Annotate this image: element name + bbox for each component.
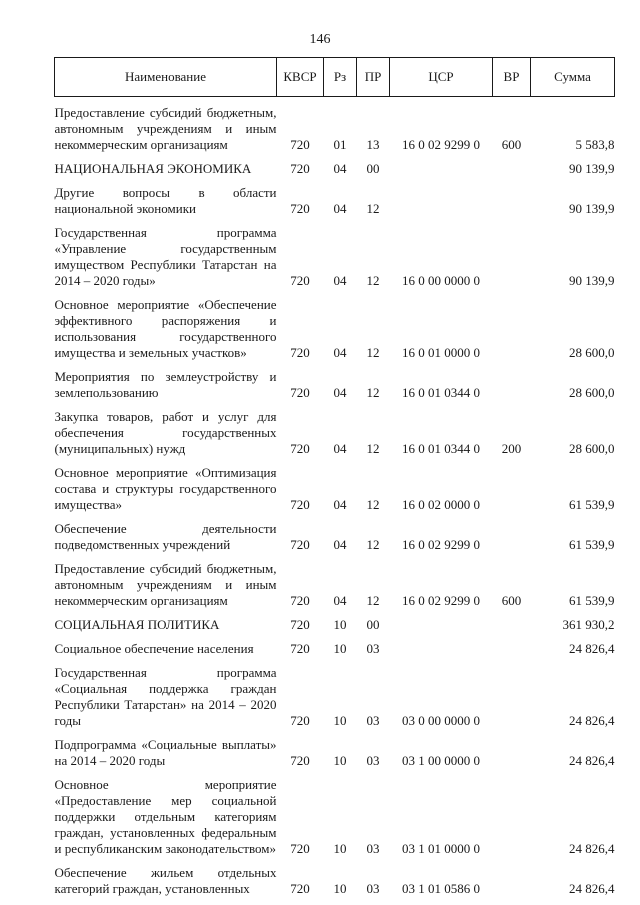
table-row — [55, 225, 615, 289]
cell-csr: 16 0 01 0000 0 — [402, 345, 480, 360]
row-spacer — [55, 857, 615, 865]
cell-vr — [493, 737, 531, 769]
cell-name: Основное мероприятие «Предоставление мер социальной поддержки отдельным категориям граждан, установленных федеральным и республиканским законодательством» — [54, 777, 277, 856]
cell-pr: 03 — [366, 713, 380, 728]
row-spacer-cell — [55, 217, 615, 225]
row-spacer — [55, 513, 615, 521]
cell-sum: 28 600,0 — [569, 385, 615, 400]
cell-vr — [493, 617, 531, 633]
table-row — [55, 777, 615, 857]
row-spacer — [55, 153, 615, 161]
header-name: Наименование — [55, 58, 277, 97]
cell-vr: 600 — [501, 593, 522, 608]
cell-rz: 01 — [333, 137, 347, 152]
cell-sum: 361 930,2 — [562, 617, 615, 632]
cell-pr: 12 — [366, 385, 380, 400]
cell-sum: 61 539,9 — [569, 497, 615, 512]
cell-csr: 03 1 01 0000 0 — [402, 841, 480, 856]
cell-sum: 24 826,4 — [569, 641, 615, 656]
row-spacer-cell — [55, 633, 615, 641]
cell-vr — [493, 225, 531, 289]
cell-kvsr: 720 — [290, 617, 310, 632]
row-spacer — [55, 729, 615, 737]
table-body — [55, 97, 615, 898]
cell-csr: 16 0 00 0000 0 — [402, 273, 480, 288]
table-row — [55, 161, 615, 177]
cell-kvsr: 720 — [290, 497, 310, 512]
cell-rz: 04 — [333, 593, 347, 608]
table-row — [55, 297, 615, 361]
cell-name: Государственная программа «Социальная поддержка граждан Республики Татарстан» на 2014 – 2020 годы — [54, 665, 277, 728]
cell-csr: 03 0 00 0000 0 — [402, 713, 480, 728]
cell-csr: 03 1 00 0000 0 — [402, 753, 480, 768]
row-spacer-cell — [55, 457, 615, 465]
row-spacer-cell — [55, 729, 615, 737]
table-row — [55, 369, 615, 401]
table-row — [55, 465, 615, 513]
cell-name: Закупка товаров, работ и услуг для обеспечения государственных (муниципальных) нужд — [54, 409, 277, 456]
cell-pr: 12 — [366, 537, 380, 552]
cell-csr — [390, 641, 493, 657]
row-spacer-cell — [55, 657, 615, 665]
row-spacer — [55, 401, 615, 409]
table-row — [55, 521, 615, 553]
table-row — [55, 185, 615, 217]
cell-kvsr: 720 — [290, 593, 310, 608]
cell-vr — [493, 465, 531, 513]
cell-sum: 90 139,9 — [569, 201, 615, 216]
cell-vr — [493, 185, 531, 217]
cell-vr — [493, 865, 531, 897]
cell-pr: 12 — [366, 201, 380, 216]
cell-pr: 03 — [366, 753, 380, 768]
cell-name: Государственная программа «Управление государственным имуществом Республики Татарстан на 2014 – 2020 годы» — [54, 225, 277, 288]
table-header-row — [55, 58, 615, 97]
cell-name: Предоставление субсидий бюджетным, автономным учреждениям и иным некоммерческим организациям — [54, 105, 277, 152]
table-row — [55, 105, 615, 153]
row-spacer-cell — [55, 289, 615, 297]
cell-csr: 16 0 02 9299 0 — [402, 137, 480, 152]
cell-csr: 16 0 01 0344 0 — [402, 385, 480, 400]
header-rz: Рз — [324, 58, 357, 97]
row-spacer — [55, 457, 615, 465]
cell-pr: 13 — [366, 137, 380, 152]
cell-sum: 90 139,9 — [569, 273, 615, 288]
cell-rz: 04 — [333, 345, 347, 360]
cell-rz: 04 — [333, 497, 347, 512]
cell-name: Основное мероприятие «Оптимизация состава и структуры государственного имущества» — [54, 465, 277, 512]
cell-kvsr: 720 — [290, 345, 310, 360]
cell-sum: 61 539,9 — [569, 537, 615, 552]
cell-vr — [493, 641, 531, 657]
table-row — [55, 665, 615, 729]
cell-vr: 600 — [501, 137, 522, 152]
row-spacer — [55, 609, 615, 617]
cell-sum: 28 600,0 — [569, 441, 615, 456]
cell-name: Предоставление субсидий бюджетным, автономным учреждениям и иным некоммерческим организациям — [54, 561, 277, 608]
row-spacer — [55, 361, 615, 369]
row-spacer-cell — [55, 553, 615, 561]
cell-csr — [390, 185, 493, 217]
cell-pr: 12 — [366, 345, 380, 360]
cell-rz: 04 — [333, 201, 347, 216]
cell-rz: 04 — [333, 441, 347, 456]
row-spacer-cell — [55, 609, 615, 617]
header-sum: Сумма — [531, 58, 615, 97]
header-pr: ПР — [357, 58, 390, 97]
cell-csr: 16 0 01 0344 0 — [402, 441, 480, 456]
cell-kvsr: 720 — [290, 273, 310, 288]
header-csr: ЦСР — [390, 58, 493, 97]
cell-kvsr: 720 — [290, 161, 310, 176]
header-vr: ВР — [493, 58, 531, 97]
cell-sum: 24 826,4 — [569, 841, 615, 856]
cell-pr: 03 — [366, 881, 380, 896]
cell-kvsr: 720 — [290, 881, 310, 896]
cell-sum: 5 583,8 — [575, 137, 615, 152]
cell-kvsr: 720 — [290, 137, 310, 152]
table-row — [55, 617, 615, 633]
row-spacer — [55, 657, 615, 665]
cell-name: НАЦИОНАЛЬНАЯ ЭКОНОМИКА — [54, 161, 252, 176]
cell-pr: 12 — [366, 593, 380, 608]
cell-rz: 04 — [333, 161, 347, 176]
header-kvsr: КВСР — [277, 58, 324, 97]
cell-kvsr: 720 — [290, 841, 310, 856]
cell-vr — [493, 665, 531, 729]
cell-sum: 24 826,4 — [569, 753, 615, 768]
cell-pr: 12 — [366, 497, 380, 512]
table-row — [55, 865, 615, 897]
cell-csr: 16 0 02 0000 0 — [402, 497, 480, 512]
cell-name: Обеспечение жильем отдельных категорий граждан, установленных — [54, 865, 277, 896]
cell-sum: 28 600,0 — [569, 345, 615, 360]
cell-vr — [493, 369, 531, 401]
cell-csr: 16 0 02 9299 0 — [402, 537, 480, 552]
row-spacer — [55, 769, 615, 777]
cell-kvsr: 720 — [290, 753, 310, 768]
row-spacer-cell — [55, 153, 615, 161]
cell-pr: 12 — [366, 273, 380, 288]
table-row — [55, 641, 615, 657]
cell-rz: 10 — [333, 841, 347, 856]
cell-name: Основное мероприятие «Обеспечение эффективного распоряжения и использования государственного имущества и земельных участков» — [54, 297, 277, 360]
budget-table — [54, 57, 615, 897]
cell-rz: 10 — [333, 617, 347, 632]
row-spacer-cell — [55, 97, 615, 106]
table-row — [55, 561, 615, 609]
cell-vr — [493, 777, 531, 857]
cell-kvsr: 720 — [290, 441, 310, 456]
row-spacer — [55, 633, 615, 641]
table-row — [55, 409, 615, 457]
cell-rz: 10 — [333, 641, 347, 656]
cell-rz: 04 — [333, 537, 347, 552]
cell-pr: 03 — [366, 841, 380, 856]
cell-vr — [493, 521, 531, 553]
cell-kvsr: 720 — [290, 713, 310, 728]
row-spacer-cell — [55, 401, 615, 409]
cell-pr: 12 — [366, 441, 380, 456]
cell-rz: 10 — [333, 713, 347, 728]
cell-kvsr: 720 — [290, 201, 310, 216]
row-spacer — [55, 289, 615, 297]
cell-vr: 200 — [501, 441, 522, 456]
cell-kvsr: 720 — [290, 537, 310, 552]
cell-sum: 24 826,4 — [569, 881, 615, 896]
row-spacer — [55, 217, 615, 225]
cell-rz: 04 — [333, 273, 347, 288]
row-spacer — [55, 97, 615, 106]
cell-pr: 00 — [366, 617, 380, 632]
row-spacer-cell — [55, 177, 615, 185]
row-spacer-cell — [55, 361, 615, 369]
row-spacer-cell — [55, 857, 615, 865]
cell-name: Подпрограмма «Социальные выплаты» на 2014 – 2020 годы — [54, 737, 277, 768]
cell-vr — [493, 297, 531, 361]
row-spacer-cell — [55, 513, 615, 521]
cell-sum: 61 539,9 — [569, 593, 615, 608]
cell-pr: 00 — [366, 161, 380, 176]
cell-kvsr: 720 — [290, 385, 310, 400]
cell-pr: 03 — [366, 641, 380, 656]
cell-name: Мероприятия по землеустройству и землепользованию — [54, 369, 277, 400]
cell-rz: 10 — [333, 753, 347, 768]
cell-vr — [493, 161, 531, 177]
page-number: 146 — [309, 32, 331, 47]
cell-name: СОЦИАЛЬНАЯ ПОЛИТИКА — [54, 617, 220, 632]
cell-rz: 10 — [333, 881, 347, 896]
row-spacer — [55, 177, 615, 185]
row-spacer — [55, 553, 615, 561]
cell-sum: 90 139,9 — [569, 161, 615, 176]
cell-rz: 04 — [333, 385, 347, 400]
cell-name: Социальное обеспечение населения — [54, 641, 254, 656]
cell-csr — [390, 617, 493, 633]
cell-sum: 24 826,4 — [569, 713, 615, 728]
row-spacer-cell — [55, 769, 615, 777]
cell-csr — [390, 161, 493, 177]
table-row — [55, 737, 615, 769]
cell-csr: 16 0 02 9299 0 — [402, 593, 480, 608]
cell-kvsr: 720 — [290, 641, 310, 656]
cell-csr: 03 1 01 0586 0 — [402, 881, 480, 896]
cell-name: Обеспечение деятельности подведомственных учреждений — [54, 521, 277, 552]
cell-name: Другие вопросы в области национальной экономики — [54, 185, 277, 216]
